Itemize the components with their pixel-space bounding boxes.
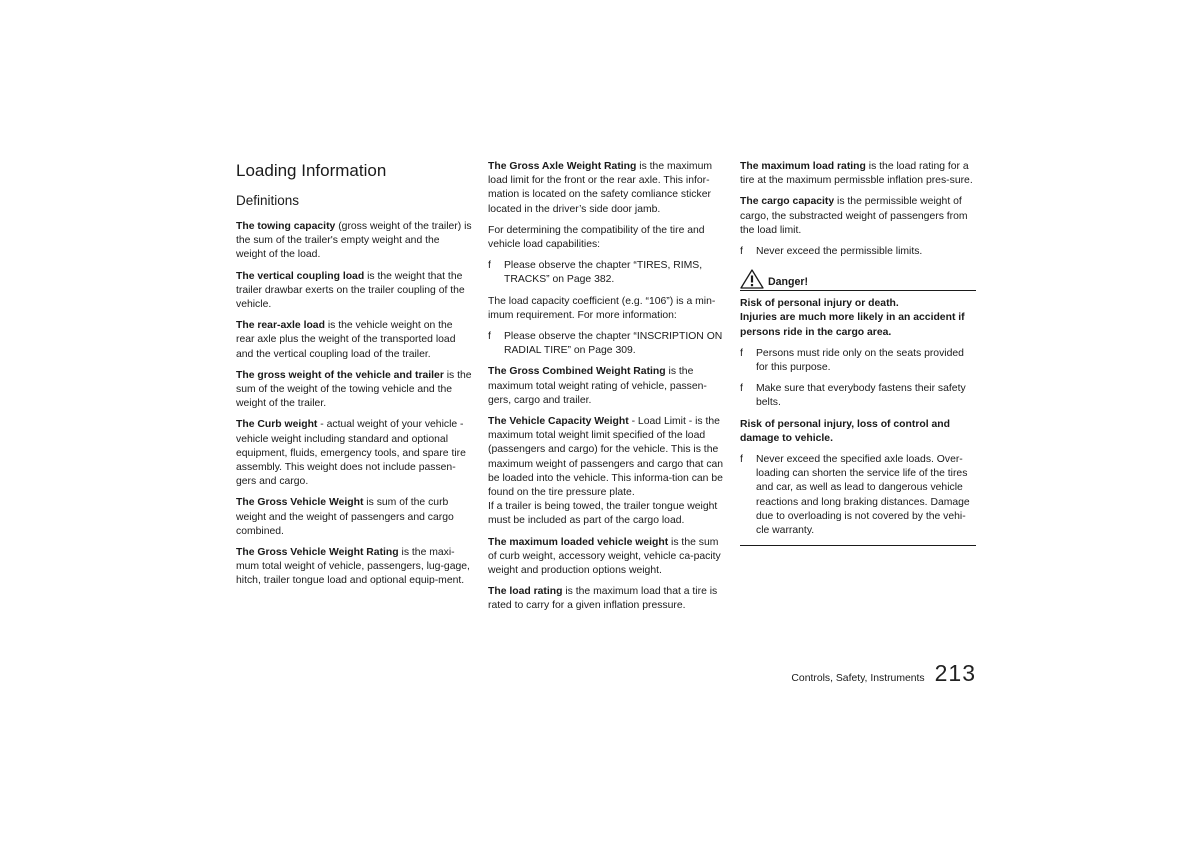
bullet-mark: f <box>740 246 743 258</box>
definition-text: is sum of the curb weight and the weight of passengers and cargo combined. <box>236 497 454 537</box>
section-name: Controls, Safety, Instruments <box>791 673 925 684</box>
paragraph-trailer-tongue: If a trailer is being towed, the trailer tongue weight must be included as part of the cargo load. <box>488 501 718 527</box>
column-left <box>236 160 472 596</box>
term: The maximum load rating <box>740 161 866 172</box>
danger-divider <box>740 545 976 546</box>
bullet-text: Please observe the chapter “TIRES, RIMS, TRACKS” on Page 382. <box>504 260 703 286</box>
term: The cargo capacity <box>740 196 835 208</box>
bullet-item <box>740 245 976 259</box>
page-footer <box>791 660 976 687</box>
danger-header <box>740 269 976 291</box>
warning-triangle-icon <box>740 269 764 289</box>
bullet-item <box>740 347 976 375</box>
definition-text: is the maximum load that a tire is rated to carry for a given inflation pressure. <box>488 586 718 612</box>
column-right <box>740 160 976 546</box>
term: The Vehicle Capacity Weight <box>488 416 629 428</box>
definition-text: is the permissible weight of cargo, the substracted weight of passengers from the load limit. <box>740 196 968 236</box>
definition-text: is the weight that the trailer drawbar exerts on the trailer coupling of the vehicle. <box>236 270 465 311</box>
warning-text <box>740 418 976 446</box>
page-number: 213 <box>934 660 976 686</box>
bullet-text: Never exceed the permissible limits. <box>756 246 923 258</box>
bullet-text: Never exceed the specified axle loads. Over-loading can shorten the service life of the tires and car, as well as lead to dangerous vehicle reactions and long braking distances. Damage due to overloading is not covered by the vehi-cle warranty. <box>756 454 970 537</box>
bullet-item <box>488 259 724 287</box>
paragraph-compatibility: For determining the compatibility of the tire and vehicle load capabilities: <box>488 224 705 251</box>
warning-bold: Risk of personal injury or death. <box>740 298 899 310</box>
definition-gross-vehicle-weight <box>236 496 472 539</box>
definition-rear-axle-load <box>236 319 472 362</box>
bullet-mark: f <box>488 331 491 343</box>
definition-text: is the sum of curb weight, accessory weight, vehicle ca-pacity weight and production options weight. <box>488 536 721 577</box>
definition-max-loaded-weight <box>488 536 724 579</box>
bullet-mark: f <box>740 383 743 395</box>
definition-text: is the maxi-mum total weight of vehicle, passengers, lug-gage, hitch, trailer tongue load and optional equip-ment. <box>236 547 470 587</box>
section-heading-definitions: Definitions <box>236 193 300 208</box>
definition-text: is the maximum load limit for the front or the rear axle. This infor-mation is located on the safety comliance sticker located in the driver’s side door jamb. <box>488 161 713 215</box>
definition-text: (gross weight of the trailer) is the sum of the trailer's empty weight and the weight of the load. <box>236 221 472 261</box>
definition-towing-capacity <box>236 220 472 263</box>
bullet-mark: f <box>740 454 743 466</box>
term: The Gross Vehicle Weight Rating <box>236 547 399 559</box>
definition-load-rating <box>488 585 724 613</box>
bullet-mark: f <box>740 347 743 359</box>
bullet-item <box>740 453 976 538</box>
definition-gcwr <box>488 365 724 408</box>
term: The Gross Vehicle Weight <box>236 497 364 509</box>
definition-gvwr <box>236 546 472 589</box>
term: The rear-axle load <box>236 320 325 332</box>
paragraph-load-capacity: The load capacity coefficient (e.g. “106”) is a min-imum requirement. For more information: <box>488 295 716 321</box>
definition-vertical-coupling-load <box>236 270 472 313</box>
bullet-item <box>488 330 724 358</box>
definition-text: is the load rating for a tire at the maximum permissble inflation pres-sure. <box>740 161 973 187</box>
definition-cargo-capacity <box>740 195 976 238</box>
bullet-item <box>740 382 976 410</box>
term: The Curb weight <box>236 419 318 431</box>
definition-max-load-rating <box>740 160 976 188</box>
danger-label: Danger! <box>768 276 809 289</box>
definition-text: - actual weight of your vehicle - vehicle weight including standard and optional equipment, fluids, emergency tools, and spare tire assembly. This weight does not include passen-gers and cargo. <box>236 419 466 488</box>
warning-bold: Risk of personal injury, loss of control and damage to vehicle. <box>740 418 950 444</box>
page-title: Loading Information <box>236 161 387 180</box>
bullet-mark: f <box>488 260 491 272</box>
bullet-text: Persons must ride only on the seats provided for this purpose. <box>756 347 964 374</box>
bullet-text: Make sure that everybody fastens their safety belts. <box>756 383 966 409</box>
column-middle <box>488 160 724 621</box>
warning-text <box>740 311 976 339</box>
definition-text: is the vehicle weight on the rear axle plus the weight of the transported load and the vertical coupling load of the trailer. <box>236 320 456 360</box>
definition-text: - Load Limit - is the maximum total weight limit specified of the load (passengers and cargo) for the vehicle. This is the maximum weight of passengers and cargo that can be loaded into the vehicle. This informa-tion can be found on the tire pressure plate. <box>488 416 724 499</box>
term: The load rating <box>488 586 563 598</box>
term: The towing capacity <box>236 221 336 232</box>
term: The maximum loaded vehicle weight <box>488 536 669 548</box>
definition-curb-weight <box>236 418 472 489</box>
term: The gross weight of the vehicle and trailer <box>236 369 444 381</box>
definition-vehicle-capacity-weight <box>488 415 724 500</box>
definition-gross-weight-vehicle-trailer <box>236 369 472 412</box>
bullet-text: Please observe the chapter “INSCRIPTION ON RADIAL TIRE” on Page 309. <box>504 331 723 357</box>
definition-text: is the maximum total weight rating of vehicle, passen-gers, cargo and trailer. <box>488 366 707 406</box>
warning-bold: Injuries are much more likely in an accident if persons ride in the cargo area. <box>740 312 965 338</box>
warning-text <box>740 297 976 311</box>
definition-text: is the sum of the weight of the towing vehicle and the weight of the trailer. <box>236 369 472 410</box>
term: The vertical coupling load <box>236 270 365 282</box>
definition-gawr <box>488 160 724 217</box>
term: The Gross Combined Weight Rating <box>488 366 666 378</box>
term: The Gross Axle Weight Rating <box>488 161 637 172</box>
